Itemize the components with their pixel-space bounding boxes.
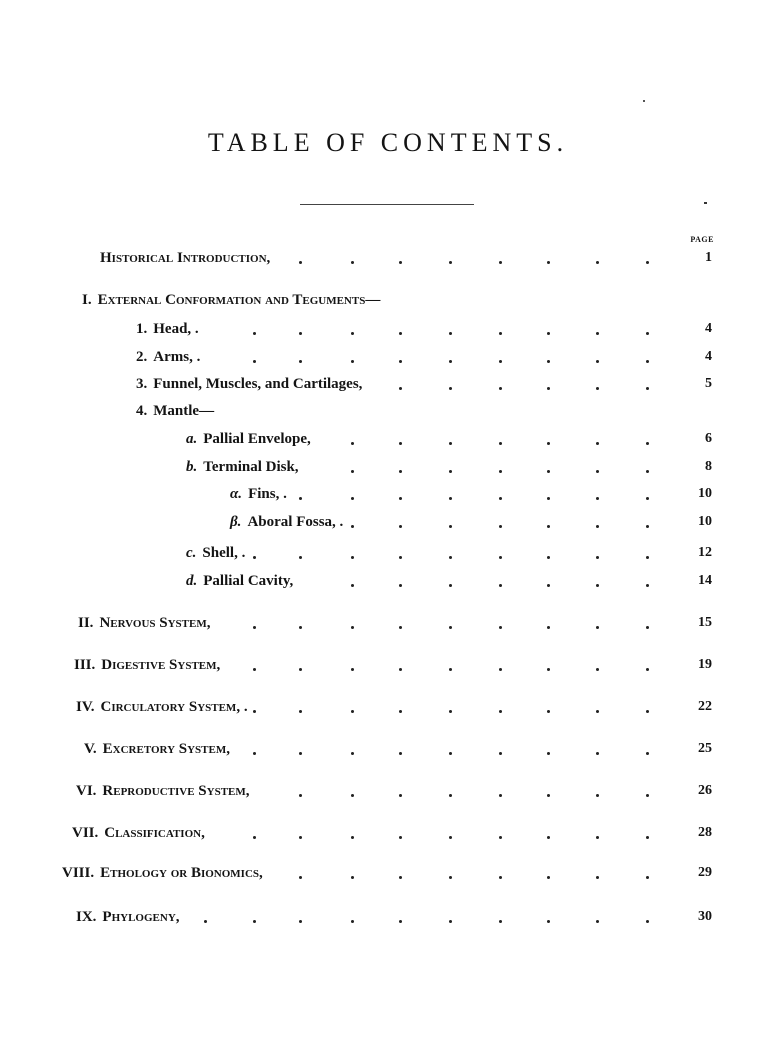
leader-dot — [547, 920, 550, 923]
leader-dot — [299, 332, 302, 335]
leader-dot — [299, 626, 302, 629]
entry-title: Fins, . — [248, 486, 287, 502]
entry-number: IV. — [76, 699, 95, 715]
leader-dot — [449, 261, 452, 264]
entry-number: 2. — [136, 349, 148, 365]
leader-dot — [596, 836, 599, 839]
leader-dot — [547, 794, 550, 797]
leader-dot — [646, 836, 649, 839]
leader-dot — [646, 920, 649, 923]
leader-dot — [399, 836, 402, 839]
leader-dot — [351, 710, 354, 713]
leader-dot — [596, 556, 599, 559]
speck — [704, 202, 707, 204]
leader-dot — [547, 497, 550, 500]
entry-number: VII. — [72, 825, 99, 841]
leader-dot — [299, 556, 302, 559]
leader-dot — [449, 470, 452, 473]
page-column-label: PAGE — [690, 235, 714, 244]
leader-dot — [499, 387, 502, 390]
leader-dot — [547, 261, 550, 264]
entry-number: VIII. — [62, 865, 95, 881]
leader-dot — [547, 710, 550, 713]
toc-entry-fins[interactable] — [0, 482, 776, 506]
leader-dot — [646, 497, 649, 500]
leader-dot — [253, 332, 256, 335]
leader-dot — [299, 794, 302, 797]
leader-dot — [499, 710, 502, 713]
leader-dot — [646, 261, 649, 264]
toc-entry-aboral-fossa[interactable] — [0, 510, 776, 534]
leader-dot — [449, 836, 452, 839]
entry-title: Phylogeny, — [102, 909, 180, 925]
leader-dot — [253, 668, 256, 671]
leader-dot — [299, 261, 302, 264]
toc-entry-reproductive-system[interactable] — [0, 779, 776, 803]
entry-number: 4. — [136, 403, 148, 419]
entry-title: Ethology or Bionomics, — [100, 865, 263, 881]
leader-dot — [646, 710, 649, 713]
entry-number: d. — [186, 573, 198, 589]
leader-dot — [299, 360, 302, 363]
entry-number: IX. — [76, 909, 97, 925]
leader-dot — [449, 794, 452, 797]
leader-dot — [646, 752, 649, 755]
leader-dot — [646, 794, 649, 797]
toc-entry-circulatory-system[interactable] — [0, 695, 776, 719]
entry-title: Aboral Fossa, . — [247, 514, 344, 530]
leader-dot — [399, 470, 402, 473]
leader-dot — [399, 360, 402, 363]
entry-page: 1 — [705, 250, 712, 265]
entry-page: 29 — [698, 865, 712, 880]
leader-dot — [399, 261, 402, 264]
leader-dot — [399, 525, 402, 528]
leader-dot — [351, 920, 354, 923]
entry-title: Arms, . — [153, 349, 201, 365]
leader-dot — [449, 626, 452, 629]
leader-dot — [449, 584, 452, 587]
entry-number: VI. — [76, 783, 97, 799]
entry-number: 1. — [136, 321, 148, 337]
leader-dot — [449, 920, 452, 923]
leader-dot — [351, 876, 354, 879]
entry-title: Historical Introduction, — [100, 250, 271, 266]
leader-dot — [299, 836, 302, 839]
leader-dot — [351, 626, 354, 629]
leader-dot — [646, 332, 649, 335]
leader-dot — [596, 752, 599, 755]
leader-dot — [596, 920, 599, 923]
leader-dot — [499, 556, 502, 559]
leader-dot — [449, 332, 452, 335]
entry-title: Reproductive System, — [102, 783, 250, 799]
leader-dot — [547, 470, 550, 473]
entry-title: Terminal Disk, — [203, 459, 299, 475]
leader-dot — [499, 876, 502, 879]
leader-dot — [253, 836, 256, 839]
leader-dot — [646, 360, 649, 363]
toc-entry-classification[interactable] — [0, 821, 776, 845]
leader-dot — [399, 626, 402, 629]
leader-dot — [299, 920, 302, 923]
leader-dot — [299, 668, 302, 671]
leader-dot — [499, 626, 502, 629]
leader-dot — [596, 584, 599, 587]
leader-dot — [596, 626, 599, 629]
entry-number: a. — [186, 431, 198, 447]
leader-dot — [596, 360, 599, 363]
leader-dot — [596, 470, 599, 473]
leader-dot — [499, 752, 502, 755]
leader-dot — [646, 525, 649, 528]
entry-number: V. — [84, 741, 97, 757]
leader-dot — [449, 876, 452, 879]
leader-dot — [351, 360, 354, 363]
toc-entry-phylogeny[interactable] — [0, 905, 776, 929]
entry-page: 8 — [705, 459, 712, 474]
leader-dot — [547, 332, 550, 335]
leader-dot — [449, 525, 452, 528]
entry-title: Shell, . — [202, 545, 246, 561]
leader-dot — [299, 876, 302, 879]
leader-dot — [499, 497, 502, 500]
leader-dot — [499, 442, 502, 445]
leader-dot — [547, 525, 550, 528]
leader-dot — [351, 794, 354, 797]
leader-dot — [499, 525, 502, 528]
leader-dot — [351, 442, 354, 445]
leader-dot — [299, 497, 302, 500]
leader-dot — [399, 752, 402, 755]
entry-page: 5 — [705, 376, 712, 391]
entry-page: 4 — [705, 349, 712, 364]
leader-dot — [547, 584, 550, 587]
toc-entry-mantle[interactable] — [0, 399, 776, 423]
toc-entry-ethology[interactable] — [0, 861, 776, 885]
leader-dot — [646, 387, 649, 390]
toc-entry-head[interactable] — [0, 317, 776, 341]
entry-title: Nervous System, — [99, 615, 211, 631]
leader-dot — [351, 525, 354, 528]
leader-dot — [499, 920, 502, 923]
entry-page: 15 — [698, 615, 712, 630]
entry-page: 12 — [698, 545, 712, 560]
leader-dot — [399, 710, 402, 713]
leader-dot — [399, 876, 402, 879]
leader-dot — [499, 261, 502, 264]
title-rule — [300, 204, 474, 205]
entry-title: Funnel, Muscles, and Cartilages, — [153, 376, 363, 392]
toc-entry-external-conformation[interactable] — [0, 288, 776, 312]
leader-dot — [596, 876, 599, 879]
entry-title: Mantle— — [153, 403, 215, 419]
entry-page: 22 — [698, 699, 712, 714]
leader-dot — [449, 387, 452, 390]
leader-dot — [449, 497, 452, 500]
leader-dot — [596, 668, 599, 671]
entry-number: 3. — [136, 376, 148, 392]
leader-dot — [499, 668, 502, 671]
leader-dot — [399, 584, 402, 587]
leader-dot — [399, 556, 402, 559]
speck — [643, 100, 645, 102]
leader-dot — [351, 556, 354, 559]
leader-dot — [499, 836, 502, 839]
leader-dot — [449, 442, 452, 445]
entry-title: Pallial Cavity, — [203, 573, 294, 589]
leader-dot — [253, 626, 256, 629]
leader-dot — [253, 556, 256, 559]
entry-title: Pallial Envelope, — [203, 431, 311, 447]
leader-dot — [646, 556, 649, 559]
entry-title: Excretory System, — [102, 741, 230, 757]
leader-dot — [399, 387, 402, 390]
entry-page: 28 — [698, 825, 712, 840]
leader-dot — [646, 584, 649, 587]
leader-dot — [299, 752, 302, 755]
leader-dot — [351, 497, 354, 500]
leader-dot — [646, 626, 649, 629]
leader-dot — [351, 668, 354, 671]
leader-dot — [499, 470, 502, 473]
entry-title: Head, . — [153, 321, 199, 337]
leader-dot — [547, 668, 550, 671]
toc-entry-shell[interactable] — [0, 541, 776, 565]
leader-dot — [596, 710, 599, 713]
leader-dot — [499, 584, 502, 587]
entry-title: Digestive System, — [101, 657, 221, 673]
toc-entry-historical-introduction[interactable] — [0, 246, 776, 270]
leader-dot — [547, 876, 550, 879]
toc-entry-terminal-disk[interactable] — [0, 455, 776, 479]
leader-dot — [547, 360, 550, 363]
leader-dot — [547, 556, 550, 559]
entry-number: II. — [78, 615, 94, 631]
leader-dot — [596, 794, 599, 797]
leader-dot — [547, 626, 550, 629]
leader-dot — [596, 387, 599, 390]
leader-dot — [204, 920, 207, 923]
entry-page: 14 — [698, 573, 712, 588]
toc-entry-arms[interactable] — [0, 345, 776, 369]
leader-dot — [449, 556, 452, 559]
leader-dot — [547, 387, 550, 390]
entry-number: I. — [82, 292, 92, 308]
leader-dot — [499, 794, 502, 797]
page-title: TABLE OF CONTENTS. — [207, 128, 569, 157]
leader-dot — [253, 360, 256, 363]
leader-dot — [399, 668, 402, 671]
toc-entry-digestive-system[interactable] — [0, 653, 776, 677]
leader-dot — [449, 360, 452, 363]
leader-dot — [351, 470, 354, 473]
entry-number: III. — [74, 657, 96, 673]
entry-page: 25 — [698, 741, 712, 756]
leader-dot — [449, 752, 452, 755]
leader-dot — [547, 836, 550, 839]
leader-dot — [299, 710, 302, 713]
leader-dot — [351, 752, 354, 755]
leader-dot — [399, 442, 402, 445]
leader-dot — [646, 668, 649, 671]
entry-page: 26 — [698, 783, 712, 798]
leader-dot — [547, 752, 550, 755]
entry-page: 6 — [705, 431, 712, 446]
leader-dot — [449, 668, 452, 671]
leader-dot — [351, 584, 354, 587]
leader-dot — [547, 442, 550, 445]
entry-number: α. — [230, 486, 243, 502]
leader-dot — [399, 332, 402, 335]
leader-dot — [253, 920, 256, 923]
leader-dot — [596, 332, 599, 335]
entry-title: Classification, — [104, 825, 205, 841]
entry-page: 4 — [705, 321, 712, 336]
leader-dot — [646, 470, 649, 473]
leader-dot — [499, 360, 502, 363]
entry-page: 19 — [698, 657, 712, 672]
leader-dot — [596, 525, 599, 528]
leader-dot — [499, 332, 502, 335]
toc-entry-nervous-system[interactable] — [0, 611, 776, 635]
entry-page: 30 — [698, 909, 712, 924]
leader-dot — [399, 920, 402, 923]
leader-dot — [351, 836, 354, 839]
entry-number: β. — [230, 514, 242, 530]
entry-page: 10 — [698, 514, 712, 529]
toc-entry-pallial-cavity[interactable] — [0, 569, 776, 593]
leader-dot — [351, 261, 354, 264]
entry-title: External Conformation and Teguments— — [97, 292, 381, 308]
entry-number: c. — [186, 545, 197, 561]
toc-entry-excretory-system[interactable] — [0, 737, 776, 761]
leader-dot — [646, 876, 649, 879]
entry-page: 10 — [698, 486, 712, 501]
toc-entry-funnel[interactable] — [0, 372, 776, 396]
entry-number: b. — [186, 459, 198, 475]
toc-entry-pallial-envelope[interactable] — [0, 427, 776, 451]
leader-dot — [351, 332, 354, 335]
leader-dot — [596, 261, 599, 264]
leader-dot — [399, 794, 402, 797]
leader-dot — [646, 442, 649, 445]
entry-title: Circulatory System, . — [100, 699, 248, 715]
leader-dot — [596, 442, 599, 445]
leader-dot — [253, 752, 256, 755]
leader-dot — [253, 710, 256, 713]
leader-dot — [596, 497, 599, 500]
leader-dot — [449, 710, 452, 713]
leader-dot — [399, 497, 402, 500]
